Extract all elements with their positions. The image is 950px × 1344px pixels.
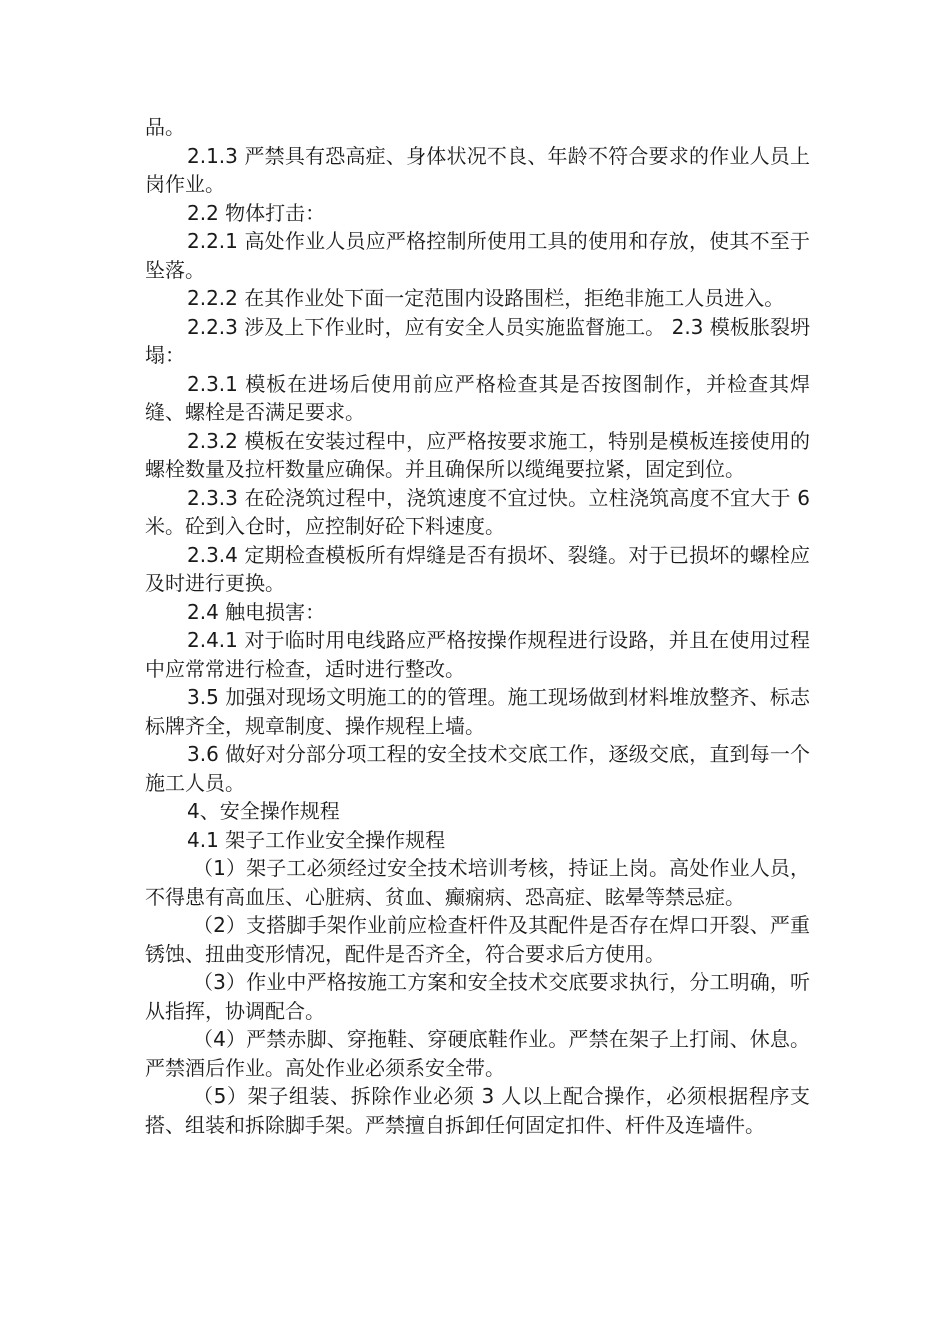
paragraph: 2.3.1 模板在进场后使用前应严格检查其是否按图制作，并检查其焊缝、螺栓是否满足要求。 xyxy=(145,371,810,424)
paragraph: 2.3.2 模板在安装过程中，应严格按要求施工，特别是模板连接使用的螺栓数量及拉杆数量应确保。并且确保所以缆绳要拉紧，固定到位。 xyxy=(145,428,810,481)
list-item: （5）架子组装、拆除作业必须 3 人以上配合操作，必须根据程序支搭、组装和拆除脚手架。严禁擅自拆卸任何固定扣件、杆件及连墙件。 xyxy=(145,1084,810,1137)
paragraph: 2.4.1 对于临时用电线路应严格按操作规程进行设路，并且在使用过程中应常常进行检查，适时进行整改。 xyxy=(145,628,810,681)
document-body xyxy=(145,113,810,1139)
paragraph: 2.2.2 在其作业处下面一定范围内设路围栏，拒绝非施工人员进入。 xyxy=(187,286,785,310)
paragraph: 2.3.4 定期检查模板所有焊缝是否有损坏、裂缝。对于已损坏的螺栓应及时进行更换。 xyxy=(145,542,810,595)
paragraph: 2.1.3 严禁具有恐高症、身体状况不良、年龄不符合要求的作业人员上岗作业。 xyxy=(145,143,810,196)
paragraph: 2.2.1 高处作业人员应严格控制所使用工具的使用和存放，使其不至于坠落。 xyxy=(145,229,810,282)
section-heading: 2.2 物体打击： xyxy=(187,200,326,225)
section-heading: 2.4 触电损害： xyxy=(187,599,326,624)
paragraph: 品。 xyxy=(145,115,185,139)
list-item: （4）严禁赤脚、穿拖鞋、穿硬底鞋作业。严禁在架子上打闹、休息。严禁酒后作业。高处作业必须系安全带。 xyxy=(145,1027,810,1080)
list-item: （1）架子工必须经过安全技术培训考核，持证上岗。高处作业人员，不得患有高血压、心脏病、贫血、癫痫病、恐高症、眩晕等禁忌症。 xyxy=(145,856,810,909)
paragraph: 2.2.3 涉及上下作业时，应有安全人员实施监督施工。 2.3 模板胀裂坍塌： xyxy=(145,314,810,367)
paragraph: 3.6 做好对分部分项工程的安全技术交底工作，逐级交底，直到每一个施工人员。 xyxy=(145,742,810,795)
list-item: （2）支搭脚手架作业前应检查杆件及其配件是否存在焊口开裂、严重锈蚀、扭曲变形情况，配件是否齐全，符合要求后方使用。 xyxy=(145,913,810,966)
section-heading: 4、安全操作规程 xyxy=(187,799,340,823)
paragraph: 2.3.3 在砼浇筑过程中，浇筑速度不宜过快。立柱浇筑高度不宜大于 6 米。砼到入仓时，应控制好砼下料速度。 xyxy=(145,485,810,538)
list-item: （3）作业中严格按施工方案和安全技术交底要求执行，分工明确，听从指挥，协调配合。 xyxy=(145,970,810,1023)
paragraph: 3.5 加强对现场文明施工的的管理。施工现场做到材料堆放整齐、标志标牌齐全，规章制度、操作规程上墙。 xyxy=(145,685,810,738)
section-heading: 4.1 架子工作业安全操作规程 xyxy=(187,827,446,852)
